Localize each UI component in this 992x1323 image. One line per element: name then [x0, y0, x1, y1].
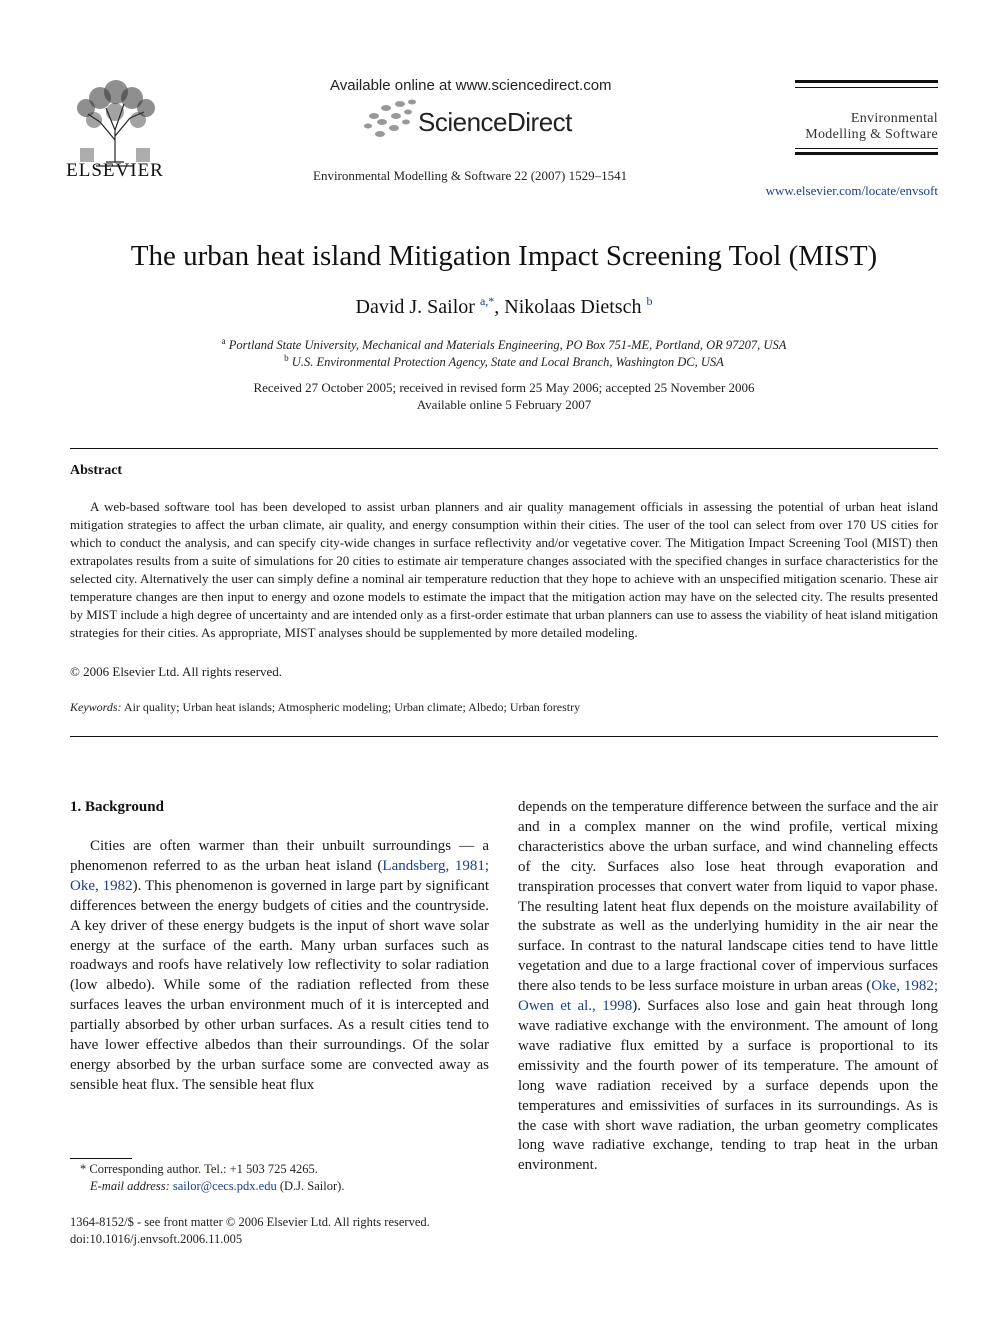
email-link[interactable]: sailor@cecs.pdx.edu — [172, 1179, 277, 1193]
email-label: E-mail address: — [90, 1179, 170, 1193]
header-rule — [795, 148, 938, 149]
affiliation-mark: a — [221, 336, 226, 346]
author-name: David J. Sailor — [355, 296, 475, 318]
body-text: Cities are often warmer than their unbuilt surroundings — a phenomenon referred to as the urban heat island ( — [70, 838, 489, 874]
section-heading: 1. Background — [70, 799, 164, 815]
corresponding-author-note: * Corresponding author. Tel.: +1 503 725 4265. — [80, 1162, 318, 1176]
body-text: ). This phenomenon is governed in large part by significant differences between the energy budgets of cities and the countryside. A key driver of these energy budgets is the input of short wave solar energy at the surface of the earth. Many urban surfaces such as roadways and roofs have relatively low reflectivity to solar radiation (low albedo). While some of the radiation reflected from these surfaces leaves the urban environment much of it is intercepted and partially absorbed by other urban surfaces. As a result cities tend to have lower effective albedos than their surroundings. Of the solar energy absorbed by the urban surface some are convected away as sensible heat flux. The sensible heat flux — [70, 877, 489, 1093]
issn-line: 1364-8152/$ - see front matter © 2006 Elsevier Ltd. All rights reserved. — [70, 1215, 430, 1229]
keywords-label: Keywords: — [70, 700, 122, 714]
body-column-left — [70, 837, 489, 1096]
keywords-list: Air quality; Urban heat islands; Atmospheric modeling; Urban climate; Albedo; Urban forestry — [121, 700, 581, 714]
header-rule — [795, 152, 938, 155]
abstract-bottom-rule — [70, 736, 938, 737]
abstract-copyright: © 2006 Elsevier Ltd. All rights reserved. — [70, 664, 283, 679]
paper-title: The urban heat island Mitigation Impact Screening Tool (MIST) — [130, 240, 878, 272]
email-note — [90, 1179, 344, 1194]
doi-line: doi:10.1016/j.envsoft.2006.11.005 — [70, 1232, 243, 1246]
sciencedirect-wordmark: ScienceDirect — [418, 107, 572, 137]
email-suffix: (D.J. Sailor). — [276, 1179, 345, 1193]
available-online-text[interactable]: Available online at www.sciencedirect.com — [330, 77, 612, 94]
author-list — [0, 294, 992, 319]
author-separator: , — [494, 296, 505, 318]
keywords — [70, 700, 580, 715]
header-rule — [795, 80, 938, 83]
affiliation-mark: b — [284, 353, 289, 363]
author-affiliation-mark[interactable]: a,* — [479, 294, 495, 308]
header-rule — [795, 87, 938, 88]
abstract-top-rule — [70, 448, 938, 449]
citation-link[interactable]: Landsberg, 1981; Oke, 1982 — [70, 857, 489, 894]
body-text: depends on the temperature difference between the surface and the air and in a complex manner on the wind profile, vertical mixing characteristics above the urban surface, and wind channeling effects of the city. Surfaces also lose heat through evaporation and transpiration processes that convert water from liquid to vapor phase. The resulting latent heat flux depends on the moisture availability of the substrate as well as the underlying humidity in the air near the surface. In contrast to the natural landscape cities tend to have little vegetation and due to a large fractional cover of impervious surfaces there also tends to be less surface moisture in urban areas ( — [518, 799, 938, 995]
affiliation-b — [0, 353, 992, 370]
body-text: ). Surfaces also lose and gain heat through long wave radiative exchange with the environment. The amount of long wave radiative flux emitted by a surface is proportional to its emissivity and the fourth power of its temperature. The amount of long wave radiation received by a surface depends upon the temperatures and emissivities of surfaces in its surroundings. As is the case with short wave radiation, the urban geometry complicates long wave radiative exchange, tending to trap heat in the urban environment. — [518, 998, 938, 1174]
publisher-wordmark: ELSEVIER — [66, 160, 164, 181]
affiliation-text: Portland State University, Mechanical and Materials Engineering, PO Box 751-ME, Portland, OR 97207, USA — [228, 338, 787, 353]
journal-title-line: Modelling & Software — [805, 127, 938, 142]
author-affiliation-mark[interactable]: b — [646, 294, 653, 308]
affiliation-text: U.S. Environmental Protection Agency, State and Local Branch, Washington DC, USA — [291, 355, 724, 370]
affiliation-a — [0, 336, 992, 353]
abstract-heading: Abstract — [70, 463, 123, 478]
body-column-right — [518, 798, 938, 1176]
journal-title — [795, 111, 938, 143]
journal-url-link[interactable]: www.elsevier.com/locate/envsoft — [765, 183, 938, 198]
journal-citation: Environmental Modelling & Software 22 (2007) 1529–1541 — [313, 168, 628, 183]
journal-title-line: Environmental — [850, 111, 938, 126]
abstract-text: A web-based software tool has been developed to assist urban planners and air quality management officials in assessing the potential of urban heat island mitigation strategies to affect the urban climate, air quality, and energy consumption within their cities. The user of the tool can select from over 170 US cities for which to conduct the analysis, and can specify city-wide changes in surface reflectivity and/or vegetative cover. The Mitigation Impact Screening Tool (MIST) then extrapolates results from a suite of simulations for 20 cities to estimate air temperature changes associated with the specified changes in surface characteristics for the selected city. Alternatively the user can simply define a nominal air temperature reduction that they hope to achieve with an unspecified mitigation scenario. These air temperature changes are then input to energy and ozone models to estimate the impact that the mitigation action may have on the selected city. The results presented by MIST include a high degree of uncertainty and are intended only as a first-order estimate that urban planners can use to assess the viability of heat island mitigation strategies for their cities. As appropriate, MIST analyses should be supplemented by more detailed modeling. — [70, 499, 938, 640]
footnote-rule — [70, 1158, 132, 1159]
received-dates: Received 27 October 2005; received in revised form 25 May 2006; accepted 25 November 2006 — [253, 380, 755, 395]
author-name: Nikolaas Dietsch — [504, 296, 642, 318]
available-online-date: Available online 5 February 2007 — [416, 397, 592, 412]
citation-link[interactable]: Oke, 1982; Owen et al., 1998 — [518, 978, 938, 1015]
